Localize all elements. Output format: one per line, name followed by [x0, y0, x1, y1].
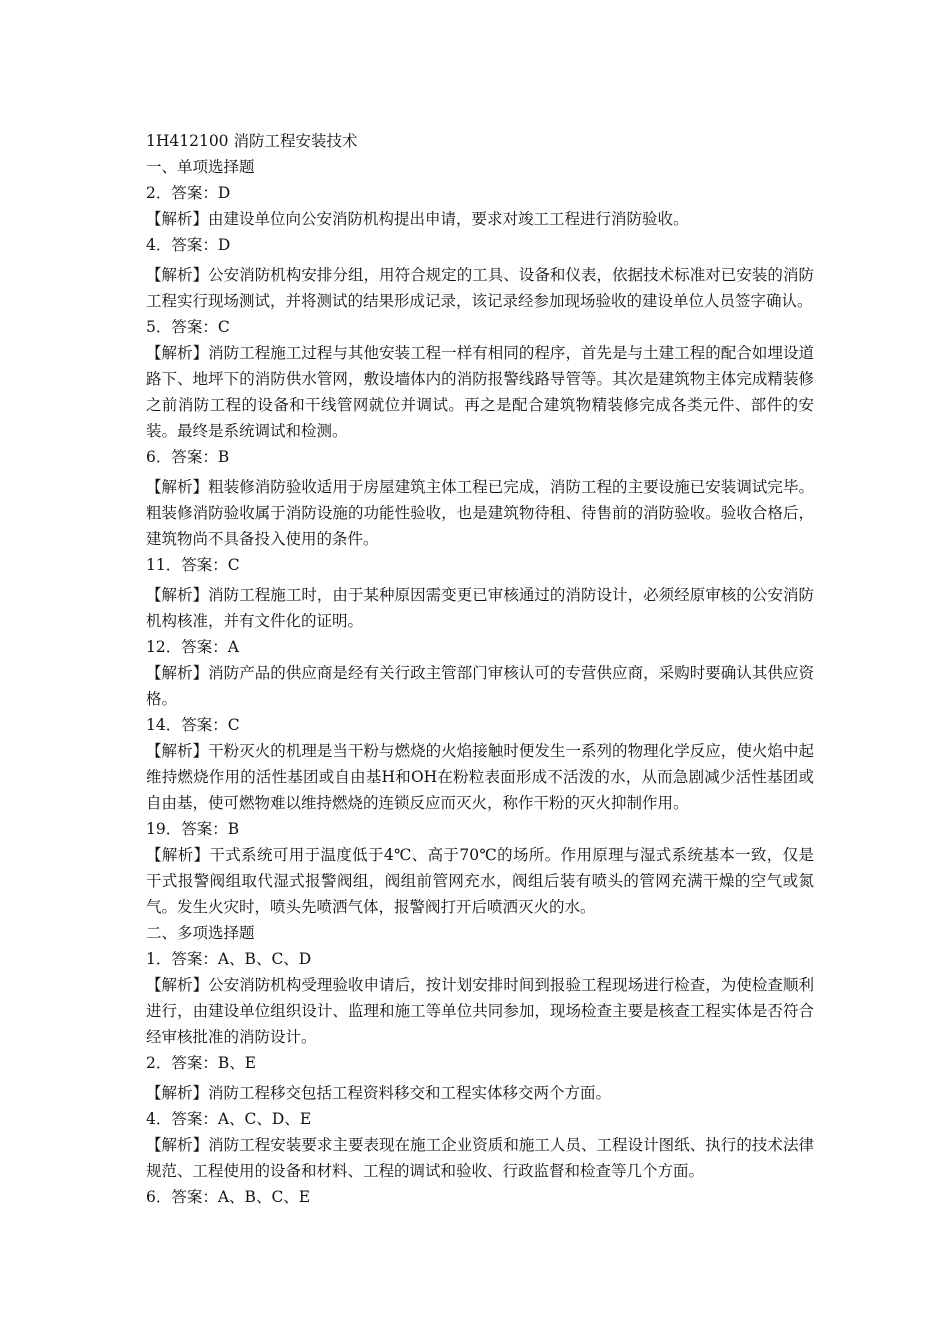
- analysis-paragraph: 【解析】消防工程施工过程与其他安装工程一样有相同的程序，首先是与土建工程的配合如埋设道路下、地坪下的消防供水管网，敷设墙体内的消防报警线路导管等。其次是建筑物主体完成精装修之前消防工程的设备和干线管网就位并调试。再之是配合建筑物精装修完成各类元件、部件的安装。最终是系统调试和检测。: [146, 344, 814, 440]
- doc-title: 1H412100 消防工程安装技术: [146, 132, 358, 150]
- analysis-paragraph: 【解析】公安消防机构安排分组，用符合规定的工具、设备和仪表，依据技术标准对已安装的消防工程实行现场测试，并将测试的结果形成记录，该记录经参加现场验收的建设单位人员签字确认。: [146, 266, 814, 310]
- answer-line: 12．答案：A: [146, 638, 239, 656]
- answer-line: 2．答案：D: [146, 184, 231, 202]
- analysis-paragraph: 【解析】干粉灭火的机理是当干粉与燃烧的火焰接触时便发生一系列的物理化学反应，使火焰中起维持燃烧作用的活性基团或自由基H和OH在粉粒表面形成不活泼的水，从而急剧减少活性基团或自由基，使可燃物难以维持燃烧的连锁反应而灭火，称作干粉的灭火抑制作用。: [146, 742, 814, 812]
- document-page: [146, 128, 814, 1210]
- answer-line: 1．答案：A、B、C、D: [146, 950, 312, 968]
- answer-line: 14．答案：C: [146, 716, 240, 734]
- analysis-paragraph: 【解析】由建设单位向公安消防机构提出申请，要求对竣工工程进行消防验收。: [146, 210, 689, 228]
- analysis-paragraph: 【解析】粗装修消防验收适用于房屋建筑主体工程已完成，消防工程的主要设施已安装调试完毕。粗装修消防验收属于消防设施的功能性验收，也是建筑物待租、待售前的消防验收。验收合格后，建筑物尚不具备投入使用的条件。: [146, 478, 814, 548]
- answer-line: 19．答案：B: [146, 820, 240, 838]
- section-heading-single: 一、单项选择题: [146, 158, 255, 176]
- answer-line: 11．答案：C: [146, 556, 240, 574]
- analysis-paragraph: 【解析】干式系统可用于温度低于4℃、高于70℃的场所。作用原理与湿式系统基本一致，仅是干式报警阀组取代湿式报警阀组，阀组前管网充水，阀组后装有喷头的管网充满干燥的空气或氮气。发生火灾时，喷头先喷洒气体，报警阀打开后喷洒灭火的水。: [146, 846, 814, 916]
- answer-line: 6．答案：A、B、C、E: [146, 1188, 311, 1206]
- answer-line: 4．答案：D: [146, 236, 231, 254]
- analysis-paragraph: 【解析】公安消防机构受理验收申请后，按计划安排时间到报验工程现场进行检查，为使检查顺利进行，由建设单位组织设计、监理和施工等单位共同参加，现场检查主要是核查工程实体是否符合经审核批准的消防设计。: [146, 976, 814, 1046]
- section-heading-multi: 二、多项选择题: [146, 924, 255, 942]
- answer-line: 4．答案：A、C、D、E: [146, 1110, 312, 1128]
- analysis-paragraph: 【解析】消防工程安装要求主要表现在施工企业资质和施工人员、工程设计图纸、执行的技术法律规范、工程使用的设备和材料、工程的调试和验收、行政监督和检查等几个方面。: [146, 1136, 814, 1180]
- answer-line: 5．答案：C: [146, 318, 230, 336]
- analysis-paragraph: 【解析】消防工程移交包括工程资料移交和工程实体移交两个方面。: [146, 1084, 612, 1102]
- answer-line: 6．答案：B: [146, 448, 230, 466]
- analysis-paragraph: 【解析】消防工程施工时，由于某种原因需变更已审核通过的消防设计，必须经原审核的公安消防机构核准，并有文件化的证明。: [146, 586, 814, 630]
- analysis-paragraph: 【解析】消防产品的供应商是经有关行政主管部门审核认可的专营供应商，采购时要确认其供应资格。: [146, 664, 814, 708]
- answer-line: 2．答案：B、E: [146, 1054, 257, 1072]
